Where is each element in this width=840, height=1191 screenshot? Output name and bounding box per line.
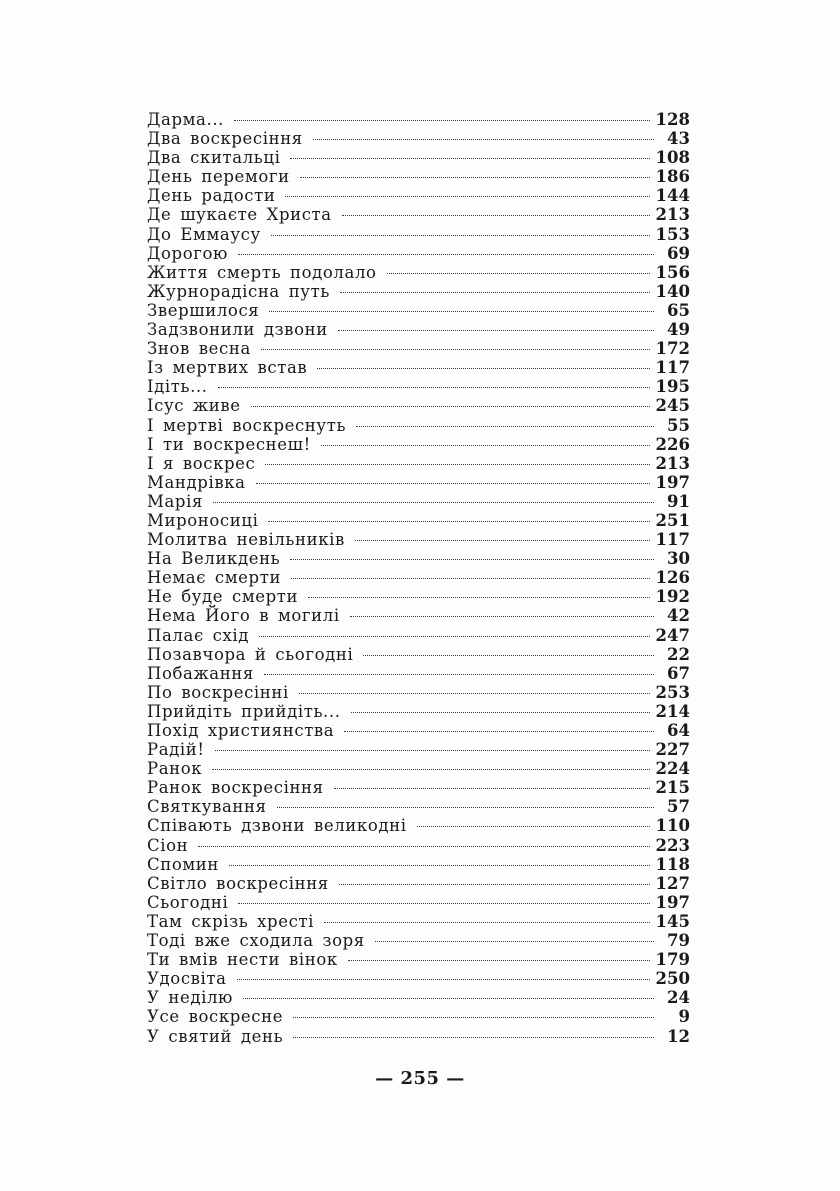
toc-entry-page-number: 215 <box>655 778 690 798</box>
toc-entry <box>147 759 690 778</box>
toc-entry-title: Ідіть... <box>147 377 208 397</box>
page-number: — 255 — <box>375 1068 465 1089</box>
dot-leader <box>285 196 649 197</box>
toc-entry <box>147 301 690 320</box>
toc-entry <box>147 167 690 186</box>
toc-entry <box>147 244 690 263</box>
toc-entry-title: Похід християнства <box>147 721 335 740</box>
toc-entry-page-number: 144 <box>655 186 690 206</box>
toc-entry <box>147 396 690 415</box>
toc-entry-page-number: 197 <box>655 892 690 912</box>
toc-entry-page-number: 91 <box>667 491 690 511</box>
toc-entry <box>147 549 690 568</box>
dot-leader <box>351 712 650 713</box>
toc-entry <box>147 530 690 549</box>
toc-entry-title: Мандрівка <box>147 472 246 492</box>
toc-entry-page-number: 43 <box>667 129 690 149</box>
toc-entry-page-number: 251 <box>655 510 690 530</box>
toc-entry-title: Святкування <box>147 797 267 817</box>
toc-entry <box>147 931 690 950</box>
dot-leader <box>243 998 654 999</box>
dot-leader <box>313 139 654 140</box>
toc-entry-title: Звершилося <box>147 300 260 320</box>
toc-entry <box>147 587 690 606</box>
dot-leader <box>229 865 650 866</box>
toc-entry-page-number: 30 <box>667 549 690 569</box>
toc-entry-title: Прийдіть прийдіть... <box>147 701 341 721</box>
dot-leader <box>290 559 654 560</box>
dot-leader <box>308 597 649 598</box>
toc-entry <box>147 816 690 835</box>
toc-entry <box>147 454 690 473</box>
toc-entry <box>147 473 690 492</box>
toc-entry-page-number: 172 <box>655 339 690 359</box>
toc-entry <box>147 320 690 339</box>
toc-entry-page-number: 140 <box>655 281 690 301</box>
toc-entry-title: І мертві воскреснуть <box>147 415 347 435</box>
toc-entry-page-number: 108 <box>655 148 690 168</box>
dot-leader <box>317 368 649 369</box>
dot-leader <box>213 502 654 503</box>
dot-leader <box>293 1037 654 1038</box>
toc-entry <box>147 969 690 988</box>
toc-entry-title: Ранок <box>147 759 203 779</box>
toc-entry-title: Усе воскресне <box>147 1007 284 1027</box>
dot-leader <box>321 445 650 446</box>
dot-leader <box>348 960 650 961</box>
toc-entry <box>147 988 690 1007</box>
toc-entry-page-number: 179 <box>655 950 690 970</box>
toc-entry-page-number: 145 <box>655 911 690 931</box>
toc-entry-title: Сьогодні <box>147 892 229 912</box>
dot-leader <box>277 807 654 808</box>
toc-entry <box>147 186 690 205</box>
toc-entry <box>147 358 690 377</box>
toc-entry-page-number: 69 <box>667 243 690 263</box>
toc-entry-page-number: 186 <box>655 167 690 187</box>
toc-entry-page-number: 192 <box>655 587 690 607</box>
dot-leader <box>256 483 650 484</box>
dot-leader <box>350 616 654 617</box>
dot-leader <box>334 788 650 789</box>
toc-entry-page-number: 42 <box>667 606 690 626</box>
toc-entry <box>147 702 690 721</box>
toc-entry <box>147 1007 690 1026</box>
toc-entry-page-number: 227 <box>655 740 690 760</box>
toc-entry <box>147 205 690 224</box>
toc-entry-title: Там скрізь хресті <box>147 911 315 931</box>
toc-entry-title: І я воскрес <box>147 453 256 473</box>
toc-entry <box>147 110 690 129</box>
toc-entry-title: Де шукаєте Христа <box>147 205 332 225</box>
dot-leader <box>290 158 649 159</box>
dot-leader <box>344 731 654 732</box>
toc-entry-title: У святий день <box>147 1026 284 1046</box>
toc-entry-page-number: 110 <box>655 816 690 836</box>
toc-entry-page-number: 213 <box>655 453 690 473</box>
toc-entry <box>147 435 690 454</box>
toc-entry-page-number: 12 <box>667 1026 690 1046</box>
dot-leader <box>363 655 654 656</box>
toc-entry-title: Два воскресіння <box>147 129 303 149</box>
toc-entry-title: Нема Його в могилі <box>147 606 340 626</box>
toc-entry-page-number: 214 <box>655 701 690 721</box>
dot-leader <box>356 426 654 427</box>
toc-entry-title: День радости <box>147 186 276 206</box>
toc-entry-page-number: 22 <box>667 644 690 664</box>
toc-entry-title: Удосвіта <box>147 969 227 989</box>
toc-entry-title: Ранок воскресіння <box>147 778 324 798</box>
toc-entry <box>147 855 690 874</box>
toc-entry <box>147 606 690 625</box>
dot-leader <box>212 769 649 770</box>
dot-leader <box>218 387 650 388</box>
dot-leader <box>291 578 650 579</box>
toc-entry-page-number: 126 <box>655 568 690 588</box>
toc-entry <box>147 626 690 645</box>
dot-leader <box>264 674 654 675</box>
dot-leader <box>342 215 650 216</box>
toc-entry-page-number: 156 <box>655 262 690 282</box>
toc-entry <box>147 339 690 358</box>
toc-entry <box>147 874 690 893</box>
toc-entry <box>147 148 690 167</box>
dot-leader <box>375 941 654 942</box>
toc-entry <box>147 778 690 797</box>
toc-entry-page-number: 128 <box>655 110 690 129</box>
toc-entry <box>147 492 690 511</box>
toc-entry <box>147 282 690 301</box>
toc-entry-title: Немає смерти <box>147 568 282 588</box>
toc-entry-page-number: 127 <box>655 873 690 893</box>
toc-entry-title: Два скитальці <box>147 148 281 168</box>
dot-leader <box>238 903 649 904</box>
toc-entry-page-number: 67 <box>667 663 690 683</box>
dot-leader <box>251 406 650 407</box>
dot-leader <box>271 235 650 236</box>
dot-leader <box>198 846 649 847</box>
toc-entry-page-number: 9 <box>678 1007 690 1027</box>
toc-entry-page-number: 24 <box>667 988 690 1008</box>
toc-entry <box>147 893 690 912</box>
toc-entry-title: Палає схід <box>147 625 250 645</box>
toc-entry-page-number: 118 <box>655 854 690 874</box>
toc-entry-page-number: 153 <box>655 224 690 244</box>
toc-entry <box>147 950 690 969</box>
toc-entry-title: Ісус живе <box>147 396 241 416</box>
toc-entry-title: Із мертвих встав <box>147 358 308 378</box>
toc-entry-title: Співають дзвони великодні <box>147 816 407 836</box>
dot-leader <box>300 177 650 178</box>
toc-entry-page-number: 79 <box>667 931 690 951</box>
toc-entry-title: Тоді вже сходила зоря <box>147 931 365 951</box>
dot-leader <box>355 540 650 541</box>
toc-entry-title: Журнорадісна путь <box>147 281 330 301</box>
toc-entry <box>147 912 690 931</box>
toc-entry-page-number: 197 <box>655 472 690 492</box>
toc-entry-page-number: 223 <box>655 835 690 855</box>
toc-entry-title: Позавчора й сьогодні <box>147 644 354 664</box>
toc-entry <box>147 129 690 148</box>
dot-leader <box>299 693 650 694</box>
toc-entry-page-number: 117 <box>655 530 690 550</box>
toc-entry-title: Спомин <box>147 854 219 874</box>
dot-leader <box>269 311 654 312</box>
toc-entry-title: Ти вмів нести вінок <box>147 950 338 970</box>
toc-entry-title: На Великдень <box>147 549 281 569</box>
toc-entry-title: Мироносиці <box>147 510 259 530</box>
dot-leader <box>237 979 650 980</box>
dot-leader <box>215 750 650 751</box>
toc-entry-page-number: 57 <box>667 797 690 817</box>
dot-leader <box>387 273 650 274</box>
toc-entry-page-number: 117 <box>655 358 690 378</box>
toc-entry-page-number: 195 <box>655 377 690 397</box>
dot-leader <box>338 330 654 331</box>
toc-entry-title: Сіон <box>147 835 189 855</box>
toc-entry-title: Задзвонили дзвони <box>147 320 328 340</box>
toc-entry <box>147 377 690 396</box>
toc-entry <box>147 797 690 816</box>
dot-leader <box>339 884 650 885</box>
toc-entry <box>147 683 690 702</box>
toc-entry <box>147 836 690 855</box>
toc-entry <box>147 645 690 664</box>
toc-entry-title: Побажання <box>147 663 254 683</box>
toc-entry <box>147 511 690 530</box>
dot-leader <box>268 521 649 522</box>
toc-entry-page-number: 247 <box>655 625 690 645</box>
toc-entry-page-number: 49 <box>667 320 690 340</box>
toc-entry-title: Молитва невільників <box>147 530 345 550</box>
dot-leader <box>238 254 654 255</box>
toc-entry <box>147 225 690 244</box>
toc-entry-page-number: 226 <box>655 434 690 454</box>
dot-leader <box>324 922 650 923</box>
toc-entry <box>147 416 690 435</box>
dot-leader <box>261 349 650 350</box>
toc-entry-title: День перемоги <box>147 167 290 187</box>
dot-leader <box>259 636 650 637</box>
toc-entry <box>147 721 690 740</box>
toc-entry-page-number: 64 <box>667 721 690 740</box>
toc-entry-page-number: 65 <box>667 300 690 320</box>
dot-leader <box>265 464 649 465</box>
dot-leader <box>417 826 650 827</box>
toc-entry-title: Світло воскресіння <box>147 873 329 893</box>
toc-entry-page-number: 224 <box>655 759 690 779</box>
toc-entry-page-number: 55 <box>667 415 690 435</box>
toc-entry-page-number: 245 <box>655 396 690 416</box>
dot-leader <box>234 120 650 121</box>
toc-entry-title: Дарма... <box>147 110 225 129</box>
toc-entry <box>147 740 690 759</box>
toc-entry-title: Життя смерть подолало <box>147 262 377 282</box>
toc-entry <box>147 1027 690 1046</box>
toc-entry-title: Дорогою <box>147 243 228 263</box>
dot-leader <box>340 292 650 293</box>
toc-entry-title: По воскресінні <box>147 682 289 702</box>
toc-entry <box>147 568 690 587</box>
toc-entry-title: Марія <box>147 491 203 511</box>
toc-entry-title: До Еммаусу <box>147 224 261 244</box>
toc-entry-title: Не буде смерти <box>147 587 299 607</box>
toc-entry-page-number: 253 <box>655 682 690 702</box>
toc-entry-page-number: 213 <box>655 205 690 225</box>
toc-entry-page-number: 250 <box>655 969 690 989</box>
toc-entry-title: Знов весна <box>147 339 251 359</box>
toc-entry-title: У неділю <box>147 988 234 1008</box>
toc-entry <box>147 664 690 683</box>
toc-entry <box>147 263 690 282</box>
dot-leader <box>293 1017 654 1018</box>
toc-entry-title: І ти воскреснеш! <box>147 434 311 454</box>
toc-entry-title: Радій! <box>147 740 205 760</box>
table-of-contents <box>147 110 690 1046</box>
